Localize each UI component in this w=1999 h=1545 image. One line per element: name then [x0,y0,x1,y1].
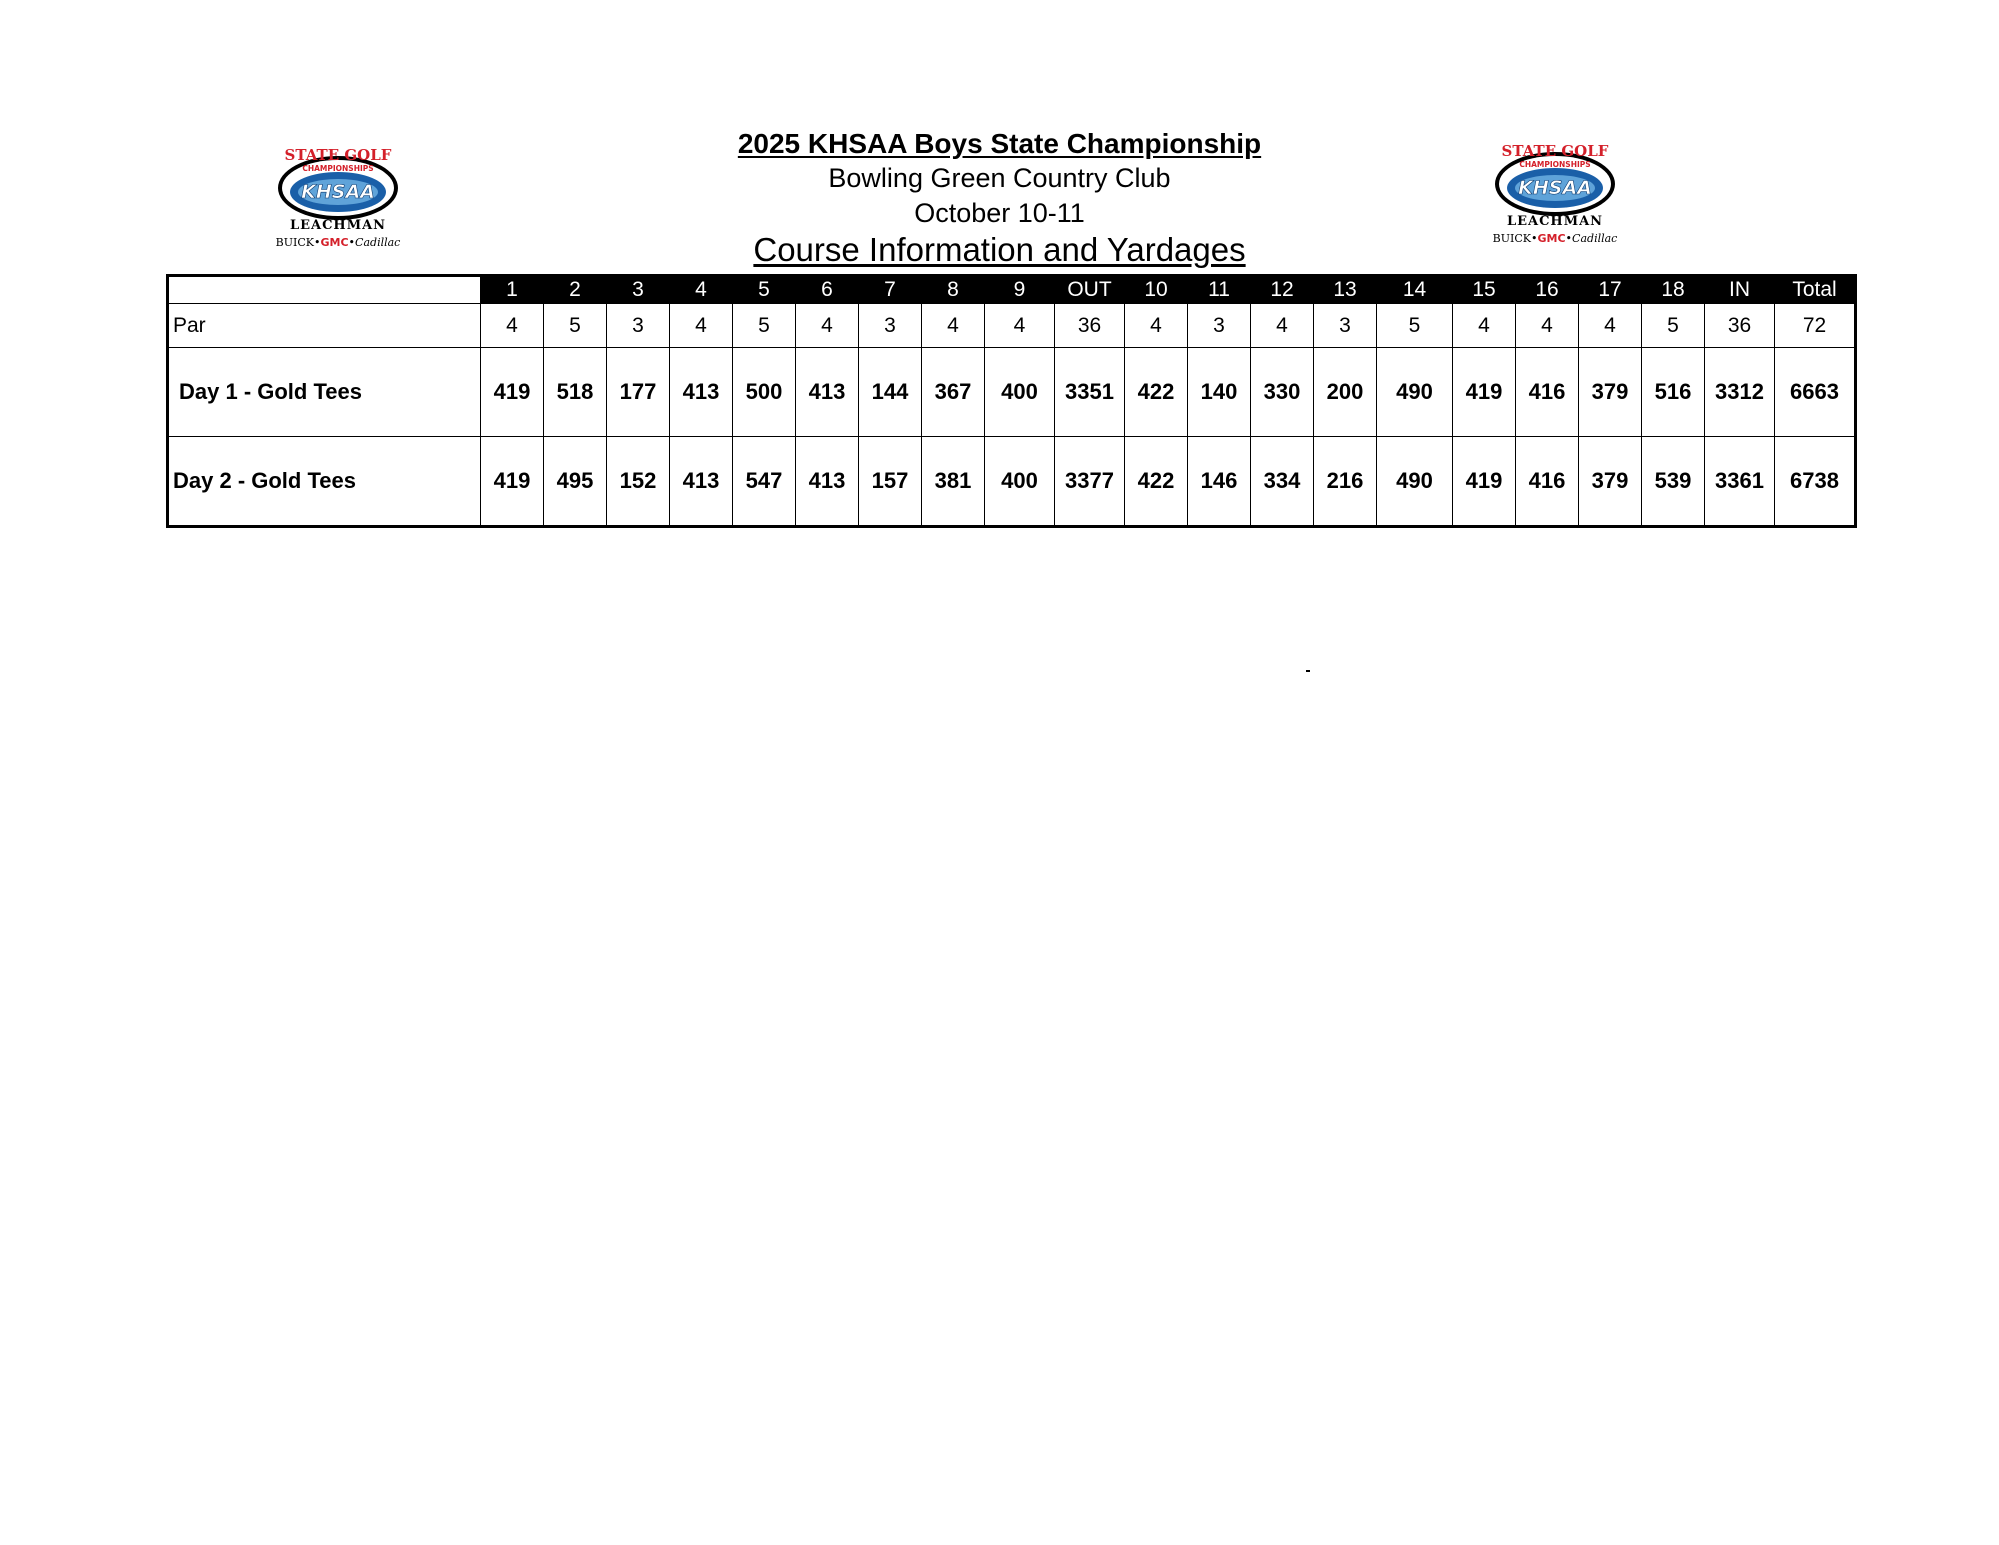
table-cell: 36 [1055,304,1125,348]
event-dates: October 10-11 [914,198,1085,228]
table-cell: 495 [544,437,607,527]
table-cell: 419 [481,348,544,437]
section-title: Course Information and Yardages [753,231,1246,268]
table-row-day1 [168,348,1856,437]
table-cell: 200 [1314,348,1377,437]
header-cell: 10 [1125,276,1188,304]
table-cell: 400 [985,348,1055,437]
table-cell: 4 [922,304,985,348]
table-cell: 490 [1377,437,1453,527]
table-cell: 216 [1314,437,1377,527]
table-cell: 5 [733,304,796,348]
table-cell: 3 [1314,304,1377,348]
table-cell: 140 [1188,348,1251,437]
table-cell: 422 [1125,348,1188,437]
header-cell: 16 [1516,276,1579,304]
stray-mark [1306,670,1310,672]
table-cell: 4 [1125,304,1188,348]
header-cell: 14 [1377,276,1453,304]
sponsor-name: LEACHMAN [289,218,387,233]
header-cell: Total [1775,276,1856,304]
header-cell: 8 [922,276,985,304]
header-cell: 9 [985,276,1055,304]
table-cell: 516 [1642,348,1705,437]
header-cell: 17 [1579,276,1642,304]
table-cell: 539 [1642,437,1705,527]
table-cell: 4 [985,304,1055,348]
table-cell: 419 [1453,437,1516,527]
table-cell: 4 [670,304,733,348]
header-cell: IN [1705,276,1775,304]
header-blank-cell [168,276,481,304]
header-cell: 11 [1188,276,1251,304]
table-cell: 413 [670,348,733,437]
table-cell: 413 [670,437,733,527]
table-cell: 72 [1775,304,1856,348]
header-cell: 18 [1642,276,1705,304]
header-cell: 7 [859,276,922,304]
yardage-table [166,274,1857,528]
table-row-par [168,304,1856,348]
header-cell: OUT [1055,276,1125,304]
table-cell: 416 [1516,437,1579,527]
table-cell: 3377 [1055,437,1125,527]
table-cell: 4 [1453,304,1516,348]
table-cell: 379 [1579,437,1642,527]
table-cell: 4 [1251,304,1314,348]
table-cell: 4 [1516,304,1579,348]
header-cell: 12 [1251,276,1314,304]
table-cell: 157 [859,437,922,527]
table-cell: 6738 [1775,437,1856,527]
table-cell: 413 [796,348,859,437]
header-cell: 3 [607,276,670,304]
row-label: Par [168,304,481,348]
table-cell: 518 [544,348,607,437]
svg-text:STATE GOLF: STATE GOLF [1501,142,1609,160]
svg-text:CHAMPIONSHIPS: CHAMPIONSHIPS [1519,160,1591,169]
table-cell: 177 [607,348,670,437]
table-cell: 381 [922,437,985,527]
svg-text:KHSAA: KHSAA [301,181,375,203]
table-cell: 379 [1579,348,1642,437]
header-cell: 15 [1453,276,1516,304]
table-cell: 419 [1453,348,1516,437]
table-cell: 4 [1579,304,1642,348]
header-cell: 2 [544,276,607,304]
table-cell: 334 [1251,437,1314,527]
table-cell: 3 [859,304,922,348]
table-cell: 416 [1516,348,1579,437]
venue-name: Bowling Green Country Club [828,163,1171,193]
table-row-day2 [168,437,1856,527]
table-cell: 330 [1251,348,1314,437]
table-cell: 419 [481,437,544,527]
table-header-row [168,276,1856,304]
table-cell: 413 [796,437,859,527]
table-cell: 367 [922,348,985,437]
event-title: 2025 KHSAA Boys State Championship [737,128,1262,159]
table-cell: 6663 [1775,348,1856,437]
table-cell: 36 [1705,304,1775,348]
header-cell: 13 [1314,276,1377,304]
table-cell: 400 [985,437,1055,527]
table-cell: 490 [1377,348,1453,437]
table-cell: 5 [1642,304,1705,348]
svg-text:STATE GOLF: STATE GOLF [284,146,392,164]
table-cell: 3361 [1705,437,1775,527]
table-cell: 146 [1188,437,1251,527]
sponsor-name: LEACHMAN [1506,214,1604,229]
row-label: Day 2 - Gold Tees [168,437,481,527]
table-cell: 5 [1377,304,1453,348]
table-cell: 4 [796,304,859,348]
table-cell: 3 [607,304,670,348]
table-cell: 500 [733,348,796,437]
svg-text:CHAMPIONSHIPS: CHAMPIONSHIPS [302,164,374,173]
sponsor-brands: BUICK•GMC•Cadillac [275,236,401,249]
header-cell: 5 [733,276,796,304]
table-cell: 3 [1188,304,1251,348]
table-cell: 5 [544,304,607,348]
table-cell: 152 [607,437,670,527]
sponsor-brands: BUICK•GMC•Cadillac [1492,232,1618,245]
table-cell: 547 [733,437,796,527]
table-cell: 144 [859,348,922,437]
header-cell: 4 [670,276,733,304]
svg-text:KHSAA: KHSAA [1518,177,1592,199]
table-cell: 3351 [1055,348,1125,437]
header-cell: 6 [796,276,859,304]
table-cell: 422 [1125,437,1188,527]
table-cell: 4 [481,304,544,348]
table-cell: 3312 [1705,348,1775,437]
row-label: Day 1 - Gold Tees [168,348,481,437]
header-cell: 1 [481,276,544,304]
